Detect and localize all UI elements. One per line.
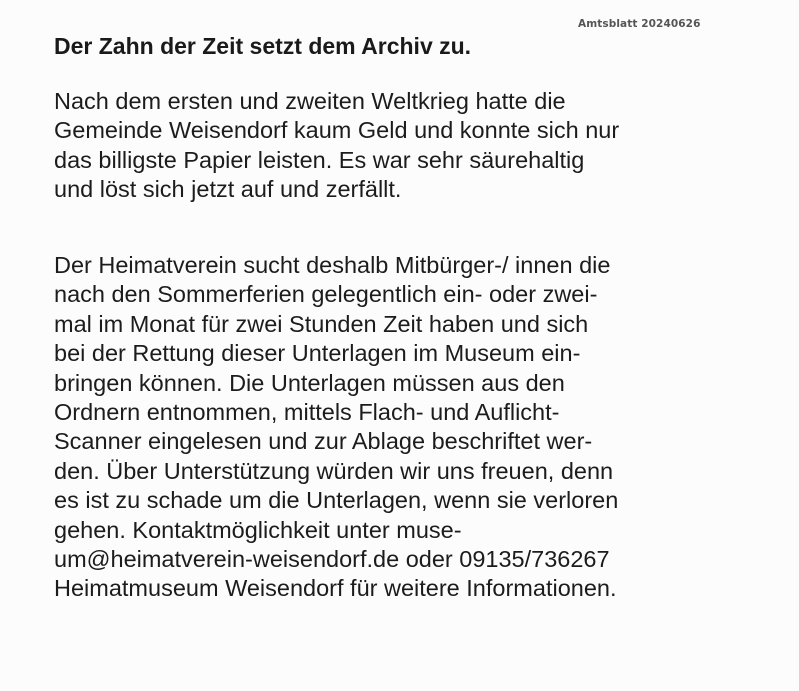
text-line: mal im Monat für zwei Stunden Zeit haben und sich <box>54 310 589 337</box>
article-title: Der Zahn der Zeit setzt dem Archiv zu. <box>54 33 472 59</box>
text-line: und löst sich jetzt auf und zerfällt. <box>54 176 402 203</box>
text-line: bei der Rettung dieser Unterlagen im Museum ein- <box>54 340 581 367</box>
text-line: Der Heimatverein sucht deshalb Mitbürger-/ innen die <box>54 252 611 278</box>
text-line: bringen können. Die Unterlagen müssen aus den <box>54 369 565 396</box>
paragraph-history <box>54 87 619 205</box>
text-line: Gemeinde Weisendorf kaum Geld und konnte sich nur <box>54 117 620 144</box>
text-line: gehen. Kontaktmöglichkeit unter muse- <box>54 516 462 543</box>
text-line: es ist zu schade um die Unterlagen, wenn sie verloren <box>54 487 619 514</box>
text-line: das billigste Papier leisten. Es war sehr säurehaltig <box>54 146 585 173</box>
text-line: Ordnern entnommen, mittels Flach- und Auflicht- <box>54 399 560 426</box>
text-line: den. Über Unterstützung würden wir uns freuen, denn <box>54 457 614 484</box>
text-line: um@heimatverein-weisendorf.de oder 09135/736267 <box>54 546 610 573</box>
paragraph-appeal <box>54 251 618 604</box>
text-line: nach den Sommerferien gelegentlich ein- oder zwei- <box>54 281 598 308</box>
text-line: Scanner eingelesen und zur Ablage beschriftet wer- <box>54 428 593 455</box>
text-line: Heimatmuseum Weisendorf für weitere Informationen. <box>54 575 617 602</box>
issue-stamp: Amtsblatt 20240626 <box>578 18 701 30</box>
text-line: Nach dem ersten und zweiten Weltkrieg hatte die <box>54 88 566 114</box>
